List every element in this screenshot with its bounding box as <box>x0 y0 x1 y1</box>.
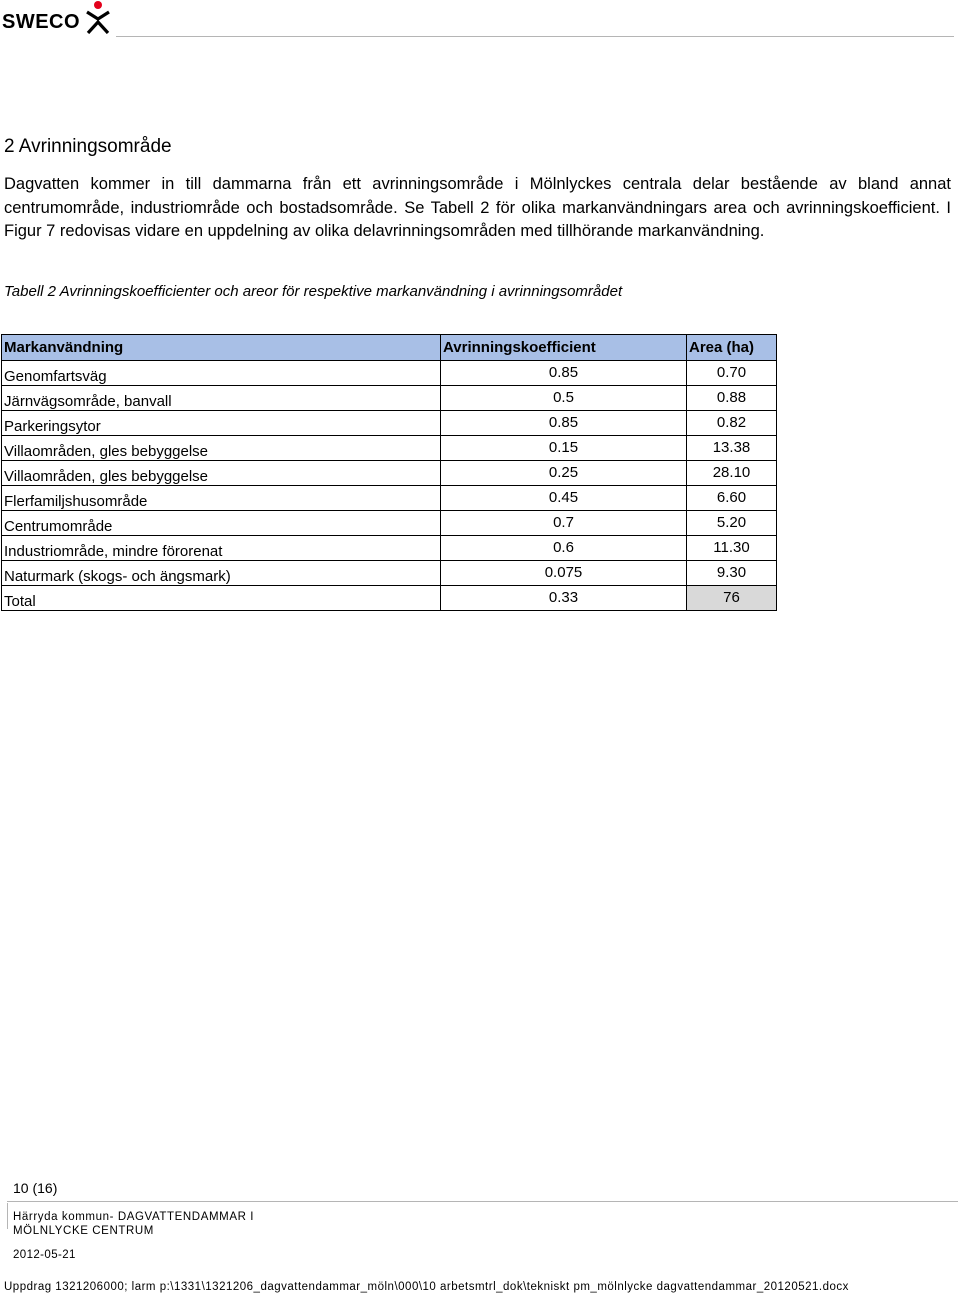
cell-area-text: 28.10 <box>712 464 751 481</box>
cell-markanvandning <box>2 436 441 461</box>
cell-area <box>687 436 777 461</box>
table-row <box>2 511 777 536</box>
table-row <box>2 561 777 586</box>
cell-markanvandning-text: Centrumområde <box>4 518 113 535</box>
cell-avrinningskoefficient <box>441 411 687 436</box>
cell-area-text: 0.88 <box>716 389 747 406</box>
cell-avrinningskoefficient <box>441 536 687 561</box>
cell-area <box>687 461 777 486</box>
cell-markanvandning <box>2 486 441 511</box>
sweco-emblem-icon <box>84 0 112 34</box>
cell-markanvandning-text: Genomfartsväg <box>4 368 107 385</box>
cell-area-text: 0.82 <box>716 414 747 431</box>
header-area: Area (ha) <box>687 335 777 361</box>
cell-area-text: 11.30 <box>713 539 750 556</box>
cell-avrinningskoefficient-text: 0.45 <box>548 489 579 506</box>
cell-markanvandning <box>2 411 441 436</box>
cell-area-text: 5.20 <box>716 514 747 531</box>
cell-area-text: 13.38 <box>712 439 751 456</box>
cell-avrinningskoefficient-text: 0.85 <box>548 414 579 431</box>
table-row <box>2 411 777 436</box>
sweco-logo <box>2 0 114 36</box>
cell-markanvandning-text: Naturmark (skogs- och ängsmark) <box>4 568 231 585</box>
footer-divider <box>7 1201 958 1202</box>
table-row <box>2 536 777 561</box>
cell-avrinningskoefficient <box>441 586 687 611</box>
table-row <box>2 586 777 611</box>
header-divider <box>116 36 954 37</box>
cell-markanvandning-text: Flerfamiljshusområde <box>4 493 148 510</box>
cell-avrinningskoefficient-text: 0.85 <box>548 364 579 381</box>
table-header-row <box>2 335 777 361</box>
cell-area <box>687 486 777 511</box>
cell-markanvandning-text: Total <box>4 593 36 610</box>
cell-avrinningskoefficient <box>441 361 687 386</box>
cell-markanvandning-text: Järnvägsområde, banvall <box>4 393 172 410</box>
cell-avrinningskoefficient <box>441 386 687 411</box>
cell-area-text: 9.30 <box>716 564 747 581</box>
cell-markanvandning <box>2 586 441 611</box>
cell-avrinningskoefficient-text: 0.33 <box>548 589 579 606</box>
cell-avrinningskoefficient <box>441 486 687 511</box>
cell-markanvandning <box>2 536 441 561</box>
page-number: 10 (16) <box>13 1180 58 1196</box>
cell-markanvandning <box>2 461 441 486</box>
section-paragraph: Dagvatten kommer in till dammarna från ett avrinningsområde i Mölnlyckes centrala delar bestående av bland annat centrumområde, industriområde och bostadsområde. Se Tabell 2 för olika markanvändningars area och avrinningskoefficient. I Figur 7 redovisas vidare en uppdelning av olika delavrinningsområden med tillhörande markanvändning. <box>4 175 951 240</box>
cell-area <box>687 561 777 586</box>
cell-avrinningskoefficient-text: 0.7 <box>553 514 574 531</box>
table-caption: Tabell 2 Avrinningskoefficienter och areor för respektive markanvändning i avrinningsområdet <box>4 283 623 300</box>
cell-avrinningskoefficient-text: 0.075 <box>544 564 583 581</box>
cell-area-text: 0.70 <box>716 364 747 381</box>
table-row <box>2 386 777 411</box>
cell-markanvandning-text: Industriområde, mindre förorenat <box>4 543 223 560</box>
cell-avrinningskoefficient-text: 0.5 <box>553 389 574 406</box>
cell-markanvandning-text: Villaområden, gles bebyggelse <box>4 468 209 485</box>
cell-avrinningskoefficient <box>441 461 687 486</box>
logo-wordmark: SWECO <box>2 11 81 33</box>
footer-assignment-path: Uppdrag 1321206000; larm p:\1331\1321206_dagvattendammar_möln\000\10 arbetsmtrl_dok\tekniskt pm_mölnlycke dagvattendammar_20120521.docx <box>4 1281 849 1293</box>
cell-markanvandning <box>2 561 441 586</box>
cell-avrinningskoefficient-text: 0.6 <box>553 539 574 556</box>
land-use-table <box>1 334 777 611</box>
footer-date: 2012-05-21 <box>13 1249 76 1261</box>
cell-avrinningskoefficient <box>441 511 687 536</box>
cell-area-text: 76 <box>723 589 740 606</box>
cell-area <box>687 361 777 386</box>
table-row <box>2 361 777 386</box>
cell-markanvandning <box>2 361 441 386</box>
table-row <box>2 436 777 461</box>
cell-area <box>687 511 777 536</box>
table-row <box>2 486 777 511</box>
cell-area <box>687 586 777 611</box>
cell-area <box>687 386 777 411</box>
cell-area-text: 6.60 <box>716 489 747 506</box>
table-row <box>2 461 777 486</box>
cell-avrinningskoefficient-text: 0.15 <box>548 439 579 456</box>
cell-markanvandning <box>2 511 441 536</box>
cell-avrinningskoefficient-text: 0.25 <box>548 464 579 481</box>
cell-markanvandning <box>2 386 441 411</box>
footer-project-title: Härryda kommun- DAGVATTENDAMMAR I MÖLNLYCKE CENTRUM <box>13 1211 255 1237</box>
cell-avrinningskoefficient <box>441 561 687 586</box>
header-markanvandning: Markanvändning <box>2 335 441 361</box>
section-heading: 2 Avrinningsområde <box>4 136 172 157</box>
cell-markanvandning-text: Villaområden, gles bebyggelse <box>4 443 209 460</box>
cell-area <box>687 411 777 436</box>
header-avrinningskoefficient: Avrinningskoefficient <box>441 335 687 361</box>
cell-avrinningskoefficient <box>441 436 687 461</box>
cell-area <box>687 536 777 561</box>
cell-markanvandning-text: Parkeringsytor <box>4 418 101 435</box>
footer-side-rule <box>7 1203 8 1229</box>
